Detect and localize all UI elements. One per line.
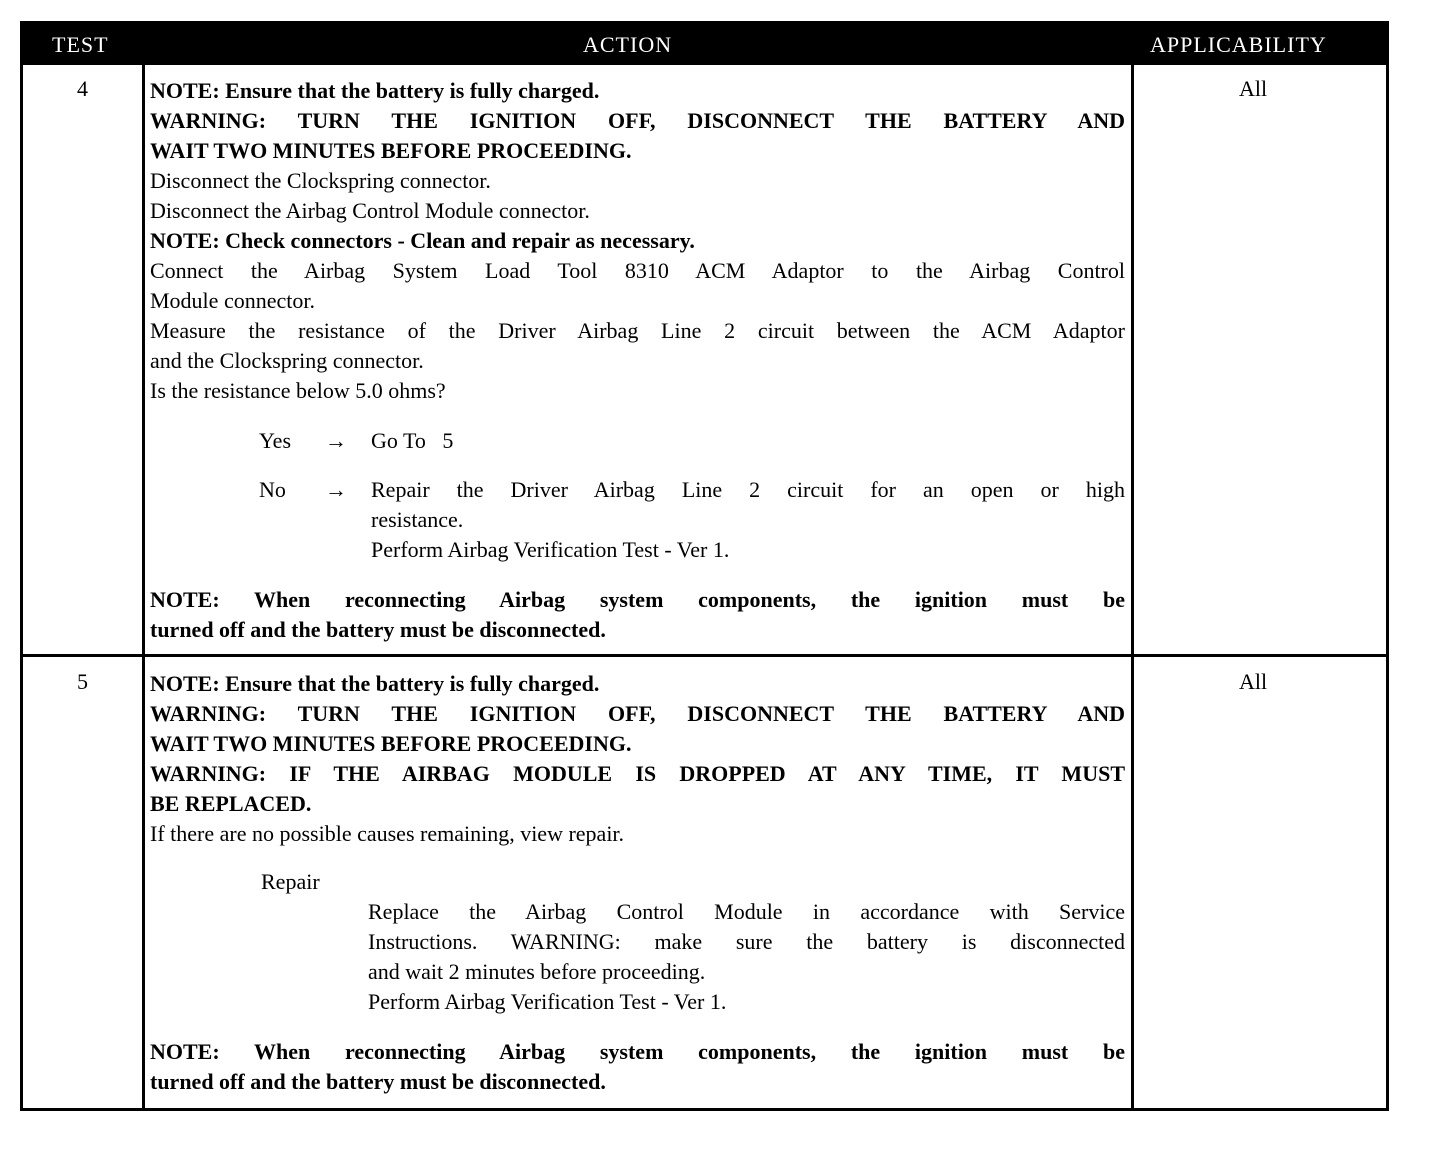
- no-action-line: resistance.: [371, 507, 464, 532]
- note-line: turned off and the battery must be disconnected.: [150, 617, 606, 642]
- column-divider-left: [142, 65, 145, 1108]
- question-line: Is the resistance below 5.0 ohms?: [150, 378, 446, 403]
- warning-line: WAIT TWO MINUTES BEFORE PROCEEDING.: [150, 731, 632, 756]
- header-action: ACTION: [583, 32, 673, 57]
- instruction-line: Disconnect the Clockspring connector.: [150, 168, 491, 193]
- yes-action: Go To 5: [371, 428, 454, 453]
- no-action: [371, 475, 1125, 565]
- warning-line: WARNING: TURN THE IGNITION OFF, DISCONNECT THE BATTERY AND: [150, 701, 1125, 726]
- note-line: NOTE: Check connectors - Clean and repair as necessary.: [150, 228, 695, 253]
- note-line: NOTE: Ensure that the battery is fully charged.: [150, 671, 600, 696]
- note-line: NOTE: When reconnecting Airbag system components, the ignition must be: [150, 587, 1125, 612]
- row-4-test-number: 4: [77, 76, 88, 101]
- warning-line: BE REPLACED.: [150, 791, 312, 816]
- no-label: No: [259, 477, 286, 502]
- repair-line: and wait 2 minutes before proceeding.: [368, 959, 706, 984]
- instruction-line: Connect the Airbag System Load Tool 8310 ACM Adaptor to the Airbag Control: [150, 258, 1125, 283]
- header-test: TEST: [52, 32, 109, 57]
- repair-line: Perform Airbag Verification Test - Ver 1.: [368, 989, 727, 1014]
- diagnostic-table: [20, 21, 1389, 1111]
- no-arrow-icon: →: [325, 477, 347, 502]
- note-line: turned off and the battery must be disconnected.: [150, 1069, 606, 1094]
- row-4-action-text: [150, 76, 1125, 406]
- instruction-line: Measure the resistance of the Driver Airbag Line 2 circuit between the ACM Adaptor: [150, 318, 1125, 343]
- warning-line: WARNING: TURN THE IGNITION OFF, DISCONNECT THE BATTERY AND: [150, 108, 1125, 133]
- row-5-reconnect-note: [150, 1037, 1125, 1097]
- note-line: NOTE: Ensure that the battery is fully charged.: [150, 78, 600, 103]
- repair-line: Instructions. WARNING: make sure the battery is disconnected: [368, 929, 1125, 954]
- row-divider: [23, 654, 1386, 657]
- instruction-line: If there are no possible causes remaining, view repair.: [150, 821, 625, 846]
- header-applicability: APPLICABILITY: [1150, 32, 1327, 57]
- warning-line: WARNING: IF THE AIRBAG MODULE IS DROPPED AT ANY TIME, IT MUST: [150, 761, 1125, 786]
- note-line: NOTE: When reconnecting Airbag system components, the ignition must be: [150, 1039, 1125, 1064]
- row-5-test-number: 5: [77, 669, 88, 694]
- table-header: [23, 24, 1386, 65]
- row-5-action-text: [150, 669, 1125, 849]
- column-divider-right: [1131, 65, 1134, 1108]
- no-action-line: Repair the Driver Airbag Line 2 circuit for an open or high: [371, 477, 1125, 502]
- repair-line: Replace the Airbag Control Module in accordance with Service: [368, 899, 1125, 924]
- instruction-line: Disconnect the Airbag Control Module connector.: [150, 198, 590, 223]
- repair-label: Repair: [261, 869, 320, 894]
- yes-label: Yes: [259, 428, 292, 453]
- repair-instructions: [368, 897, 1125, 1017]
- row-4-applicability: All: [1239, 76, 1268, 101]
- row-5-applicability: All: [1239, 669, 1268, 694]
- warning-line: WAIT TWO MINUTES BEFORE PROCEEDING.: [150, 138, 632, 163]
- instruction-line: Module connector.: [150, 288, 315, 313]
- no-action-line: Perform Airbag Verification Test - Ver 1.: [371, 537, 730, 562]
- yes-arrow-icon: →: [325, 428, 347, 453]
- instruction-line: and the Clockspring connector.: [150, 348, 424, 373]
- row-4-reconnect-note: [150, 585, 1125, 645]
